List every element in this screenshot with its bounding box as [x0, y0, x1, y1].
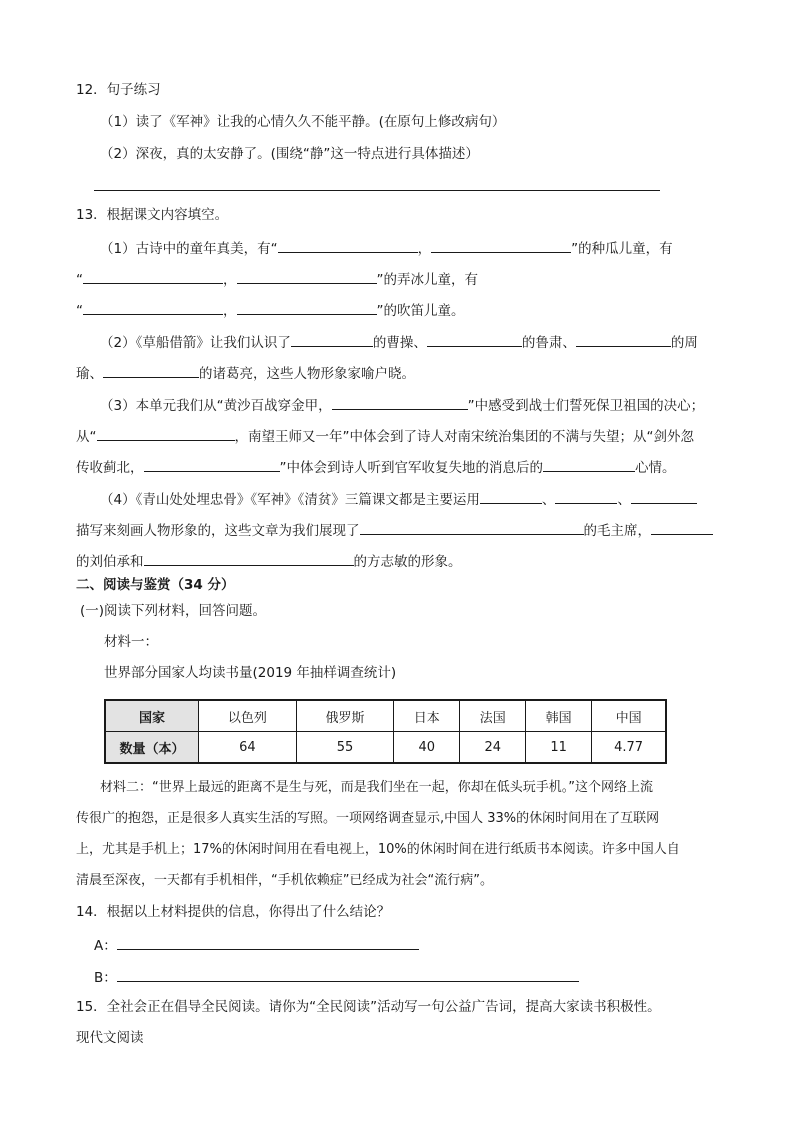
- table-cell: 中国: [592, 700, 666, 732]
- q13-s3-line3: 传收蓟北， ”中体会到诗人听到官军收复失地的消息后的 心情。: [76, 456, 676, 478]
- q13-s1-line2: “ ， ”的弄冰儿童，有: [76, 268, 478, 290]
- blank[interactable]: [360, 519, 584, 535]
- blank[interactable]: [651, 519, 713, 535]
- q13-s4-line3: 的刘伯承和 的方志敏的形象。: [76, 550, 462, 572]
- blank[interactable]: [427, 331, 522, 347]
- blank[interactable]: [83, 299, 223, 315]
- table-cell: 韩国: [526, 700, 592, 732]
- material1-caption: 世界部分国家人均读书量(2019 年抽样调查统计): [104, 665, 397, 681]
- table-row: [105, 732, 666, 764]
- q14-title: 14．根据以上材料提供的信息，你得出了什么结论？: [76, 904, 391, 920]
- reading-stats-table: [104, 699, 667, 764]
- blank[interactable]: [480, 488, 542, 504]
- material2-line2: 传很广的抱怨，正是很多人真实生活的写照。一项网络调查显示,中国人 33%的休闲时间用在了互联网: [76, 811, 660, 826]
- q13-s3-line2: 从“ ，南望王师又一年”中体会到了诗人对南宋统治集团的不满与失望；从“剑外忽: [76, 425, 694, 447]
- blank[interactable]: [83, 268, 223, 284]
- q15-title: 15．全社会正在倡导全民阅读。请你为“全民阅读”活动写一句公益广告词，提高大家读书积极性。: [76, 999, 661, 1015]
- q14-b-answer-line[interactable]: [117, 966, 579, 982]
- table-cell: 64: [199, 732, 297, 764]
- blank[interactable]: [291, 331, 373, 347]
- blank[interactable]: [332, 394, 468, 410]
- q14-b: B：: [94, 966, 579, 988]
- material2-line1: 材料二：“世界上最远的距离不是生与死，而是我们坐在一起，你却在低头玩手机。”这个网络上流: [100, 780, 653, 795]
- blank[interactable]: [237, 268, 377, 284]
- table-cell: 11: [526, 732, 592, 764]
- table-row: [105, 700, 666, 732]
- blank[interactable]: [103, 362, 199, 378]
- q14-a: A：: [94, 934, 419, 956]
- table-cell: 以色列: [199, 700, 297, 732]
- blank[interactable]: [97, 425, 235, 441]
- q13-s1-line1: （1）古诗中的童年真美，有“ ， ”的种瓜儿童，有: [100, 237, 673, 259]
- blank[interactable]: [144, 550, 354, 566]
- table-cell: 40: [394, 732, 460, 764]
- blank[interactable]: [144, 456, 280, 472]
- table-cell: 24: [460, 732, 526, 764]
- material2-line4: 清晨至深夜，一天都有手机相伴，“手机依赖症”已经成为社会“流行病”。: [76, 873, 493, 888]
- table-cell: 日本: [394, 700, 460, 732]
- q12-sub2: （2）深夜，真的太安静了。(围绕“静”这一特点进行具体描述）: [100, 146, 479, 162]
- blank[interactable]: [543, 456, 635, 472]
- blank[interactable]: [237, 299, 377, 315]
- q13-title: 13．根据课文内容填空。: [76, 207, 229, 223]
- q13-s2-line2: 瑜、 的诸葛亮，这些人物形象家喻户晓。: [76, 362, 415, 384]
- table-header-label: 国家: [105, 700, 199, 732]
- table-row-label: 数量（本）: [105, 732, 199, 764]
- q14-a-answer-line[interactable]: [117, 934, 419, 950]
- material1-label: 材料一：: [104, 634, 158, 650]
- blank[interactable]: [576, 331, 671, 347]
- q13-s3-line1: （3）本单元我们从“黄沙百战穿金甲， ”中感受到战士们誓死保卫祖国的决心；: [100, 394, 704, 416]
- q13-s1-line3: “ ， ”的吹笛儿童。: [76, 299, 465, 321]
- section2-part1: (一)阅读下列材料，回答问题。: [80, 603, 267, 619]
- material2-line3: 上，尤其是手机上；17%的休闲时间用在看电视上，10%的休闲时间在进行纸质书本阅读。许多中国人自: [76, 842, 680, 857]
- blank[interactable]: [278, 237, 418, 253]
- q12-sub1: （1）读了《军神》让我的心情久久不能平静。(在原句上修改病句）: [100, 114, 506, 130]
- table-cell: 俄罗斯: [296, 700, 394, 732]
- table-cell: 法国: [460, 700, 526, 732]
- blank[interactable]: [431, 237, 571, 253]
- q12-answer-line[interactable]: [94, 190, 660, 191]
- q13-s2-line1: （2）《草船借箭》让我们认识了 的曹操、 的鲁肃、 的周: [100, 331, 698, 353]
- section2-title: 二、阅读与鉴赏（34 分）: [76, 577, 235, 593]
- blank[interactable]: [555, 488, 617, 504]
- table-cell: 4.77: [592, 732, 666, 764]
- table-cell: 55: [296, 732, 394, 764]
- q12-title: 12．句子练习: [76, 82, 161, 98]
- q13-s4-line1: （4）《青山处处埋忠骨》《军神》《清贫》三篇课文都是主要运用 、 、: [100, 488, 697, 510]
- next-section-heading: 现代文阅读: [76, 1030, 144, 1046]
- blank[interactable]: [631, 488, 697, 504]
- q13-s4-line2: 描写来刻画人物形象的，这些文章为我们展现了 的毛主席，: [76, 519, 713, 541]
